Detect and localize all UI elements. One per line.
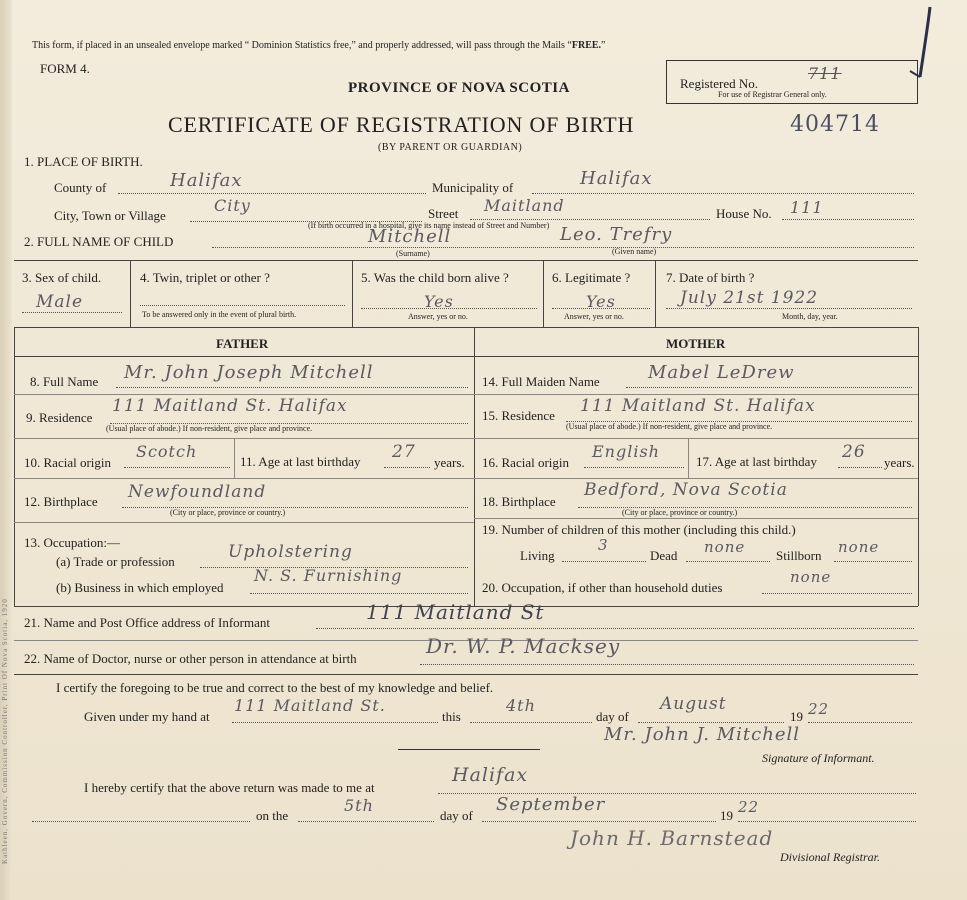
sex-label: 3. Sex of child. bbox=[22, 270, 102, 285]
municipality-line bbox=[532, 193, 914, 194]
divider-legit bbox=[655, 260, 656, 327]
mother-living-value: 3 bbox=[598, 536, 609, 554]
house-label: House No. bbox=[716, 206, 772, 221]
mother-birthplace-label: 18. Birthplace bbox=[482, 494, 556, 509]
municipality-label: Municipality of bbox=[432, 180, 514, 195]
county-label: County of bbox=[54, 180, 107, 195]
short-rule bbox=[398, 749, 540, 750]
county-value: Halifax bbox=[170, 170, 243, 191]
certificate-subtitle: (BY PARENT OR GUARDIAN) bbox=[378, 142, 523, 153]
dob-caption: Month, day, year. bbox=[782, 312, 838, 321]
registrar-day-line bbox=[298, 821, 434, 822]
father-racial-line bbox=[124, 467, 230, 468]
legit-value: Yes bbox=[586, 292, 616, 311]
child-given-value: Leo. Trefry bbox=[560, 224, 673, 245]
rule-mother-1 bbox=[474, 394, 918, 395]
mother-occupation-value: none bbox=[790, 568, 832, 586]
mother-age-line bbox=[838, 467, 882, 468]
mother-name-label: 14. Full Maiden Name bbox=[482, 374, 600, 389]
mother-name-line bbox=[626, 387, 912, 388]
right-border bbox=[918, 327, 919, 606]
mother-racial-line bbox=[584, 467, 684, 468]
divider-sex bbox=[130, 260, 131, 327]
given-day-value: 4th bbox=[506, 696, 536, 715]
father-heading: FATHER bbox=[216, 336, 269, 351]
street-line bbox=[470, 219, 710, 220]
certificate-number: 404714 bbox=[790, 112, 880, 137]
mother-occupation-line bbox=[762, 593, 912, 594]
mail-notice: This form, if placed in an unsealed envelope marked “ Dominion Statistics free,” and properly addressed, will pass through the Mails “FREE.” bbox=[32, 40, 606, 51]
twin-label: 4. Twin, triplet or other ? bbox=[140, 270, 270, 285]
twin-note: To be answered only in the event of plural birth. bbox=[142, 310, 297, 319]
city-label: City, Town or Village bbox=[54, 208, 166, 223]
father-business-value: N. S. Furnishing bbox=[254, 566, 403, 585]
alive-caption: Answer, yes or no. bbox=[408, 312, 468, 321]
certificate-title: CERTIFICATE OF REGISTRATION OF BIRTH bbox=[168, 112, 635, 137]
house-value: 111 bbox=[790, 198, 824, 217]
rule-mother-3 bbox=[474, 478, 918, 479]
registrar-lead-line bbox=[32, 821, 250, 822]
day-of-label: day of bbox=[596, 709, 629, 724]
father-age-value: 27 bbox=[392, 442, 416, 462]
mother-living-label: Living bbox=[520, 548, 555, 563]
rule-father-4 bbox=[14, 522, 474, 523]
registrar-month-line bbox=[482, 821, 716, 822]
divider-alive bbox=[543, 260, 544, 327]
child-surname-value: Mitchell bbox=[368, 226, 452, 247]
registrar-use-note: For use of Registrar General only. bbox=[718, 90, 827, 99]
registered-label: Registered No. bbox=[680, 76, 758, 91]
informant-address-line bbox=[316, 628, 914, 629]
rule-doctor bbox=[14, 674, 918, 675]
given-month-line bbox=[638, 722, 784, 723]
registrar-signature-caption: Divisional Registrar. bbox=[780, 850, 881, 864]
registrar-month-value: September bbox=[496, 794, 606, 815]
mother-racial-label: 16. Racial origin bbox=[482, 455, 570, 470]
registrar-day-of-label: day of bbox=[440, 808, 473, 823]
form-number: FORM 4. bbox=[40, 61, 90, 76]
father-residence-note: (Usual place of abode.) If non-resident, give place and province. bbox=[106, 424, 313, 433]
given-month-value: August bbox=[660, 694, 727, 714]
divider-twin bbox=[352, 260, 353, 327]
mother-residence-value: 111 Maitland St. Halifax bbox=[580, 396, 816, 416]
province-heading: PROVINCE OF NOVA SCOTIA bbox=[348, 80, 570, 96]
father-birthplace-note: (City or place, province or country.) bbox=[170, 508, 286, 517]
father-trade-label: (a) Trade or profession bbox=[56, 554, 175, 569]
rule-heading bbox=[14, 356, 918, 357]
rule-mother-2 bbox=[474, 438, 918, 439]
father-racial-value: Scotch bbox=[136, 442, 198, 461]
alive-line bbox=[361, 308, 537, 309]
rule-row3-top bbox=[14, 260, 918, 261]
given-under-label: Given under my hand at bbox=[84, 709, 210, 724]
mother-dead-value: none bbox=[704, 538, 746, 556]
mother-stillborn-label: Stillborn bbox=[776, 548, 822, 563]
legit-label: 6. Legitimate ? bbox=[552, 270, 631, 285]
mother-dead-line bbox=[686, 561, 770, 562]
mother-birthplace-value: Bedford, Nova Scotia bbox=[584, 480, 788, 500]
child-name-line bbox=[212, 247, 914, 248]
mother-stillborn-line bbox=[834, 561, 912, 562]
legit-caption: Answer, yes or no. bbox=[564, 312, 624, 321]
father-residence-label: 9. Residence bbox=[26, 410, 93, 425]
doctor-value: Dr. W. P. Macksey bbox=[426, 634, 621, 658]
father-residence-value: 111 Maitland St. Halifax bbox=[112, 396, 348, 416]
informant-signature-caption: Signature of Informant. bbox=[762, 751, 875, 765]
mother-stillborn-value: none bbox=[838, 538, 880, 556]
legit-line bbox=[552, 308, 650, 309]
mother-living-line bbox=[562, 561, 646, 562]
informant-address-value: 111 Maitland St bbox=[366, 600, 545, 624]
mother-heading: MOTHER bbox=[666, 336, 726, 351]
ink-check-mark bbox=[900, 5, 940, 85]
street-value: Maitland bbox=[484, 196, 565, 215]
registrar-year-prefix: 19 bbox=[720, 808, 733, 823]
parents-divider bbox=[474, 327, 475, 606]
father-years: years. bbox=[434, 455, 465, 470]
dob-label: 7. Date of birth ? bbox=[666, 270, 755, 285]
child-name-label: 2. FULL NAME OF CHILD bbox=[24, 234, 174, 249]
father-birthplace-label: 12. Birthplace bbox=[24, 494, 98, 509]
father-name-label: 8. Full Name bbox=[30, 374, 99, 389]
county-line bbox=[118, 193, 426, 194]
dob-value: July 21st 1922 bbox=[680, 288, 819, 308]
rule-father-2 bbox=[14, 438, 474, 439]
rule-father-3 bbox=[14, 478, 474, 479]
father-racial-label: 10. Racial origin bbox=[24, 455, 112, 470]
doctor-label: 22. Name of Doctor, nurse or other person in attendance at birth bbox=[24, 651, 357, 666]
surname-caption: (Surname) bbox=[396, 249, 430, 258]
rule-row3-bottom bbox=[14, 327, 918, 328]
informant-address-label: 21. Name and Post Office address of Informant bbox=[24, 615, 270, 630]
house-line bbox=[782, 219, 914, 220]
on-the-label: on the bbox=[256, 808, 289, 823]
twin-line bbox=[140, 305, 345, 306]
mother-age-label: 17. Age at last birthday bbox=[696, 454, 817, 469]
alive-value: Yes bbox=[424, 292, 454, 311]
mother-birthplace-note: (City or place, province or country.) bbox=[622, 508, 738, 517]
rule-father-1 bbox=[14, 394, 474, 395]
given-year-value: 22 bbox=[808, 700, 830, 718]
mother-residence-note: (Usual place of abode.) If non-resident, give place and province. bbox=[566, 422, 773, 431]
father-trade-value: Upholstering bbox=[228, 542, 353, 562]
doctor-line bbox=[420, 664, 914, 665]
mother-children-label: 19. Number of children of this mother (including this child.) bbox=[482, 522, 796, 537]
divider-father-age bbox=[234, 438, 235, 478]
registered-number: 711 bbox=[808, 64, 842, 83]
mother-residence-label: 15. Residence bbox=[482, 408, 555, 423]
given-name-caption: (Given name) bbox=[612, 247, 657, 256]
dob-line bbox=[666, 308, 912, 309]
informant-certify-text: I certify the foregoing to be true and correct to the best of my knowledge and belief. bbox=[56, 680, 494, 695]
registrar-certify-text: I hereby certify that the above return was made to me at bbox=[84, 780, 375, 795]
father-birthplace-value: Newfoundland bbox=[128, 482, 267, 502]
sex-value: Male bbox=[36, 292, 84, 312]
father-age-label: 11. Age at last birthday bbox=[240, 454, 361, 469]
mother-age-value: 26 bbox=[842, 442, 866, 462]
registrar-signature: John H. Barnstead bbox=[570, 826, 774, 850]
divider-mother-age bbox=[688, 438, 689, 478]
left-border bbox=[14, 327, 15, 606]
informant-signature: Mr. John J. Mitchell bbox=[604, 724, 800, 745]
alive-label: 5. Was the child born alive ? bbox=[361, 270, 509, 285]
street-note: (If birth occurred in a hospital, give its name instead of Street and Number) bbox=[308, 221, 550, 230]
registrar-year-value: 22 bbox=[738, 798, 760, 816]
father-age-line bbox=[384, 467, 430, 468]
sex-line bbox=[22, 312, 122, 313]
father-business-label: (b) Business in which employed bbox=[56, 580, 224, 595]
municipality-value: Halifax bbox=[580, 168, 653, 189]
father-business-line bbox=[250, 593, 468, 594]
mother-name-value: Mabel LeDrew bbox=[648, 362, 795, 383]
rule-mother-4 bbox=[474, 518, 918, 519]
given-day-line bbox=[470, 722, 592, 723]
given-place-value: 111 Maitland St. bbox=[234, 696, 386, 715]
father-name-value: Mr. John Joseph Mitchell bbox=[124, 362, 374, 383]
given-year-line bbox=[808, 722, 912, 723]
margin-print-line: Kathleen, Govern, Commission Controller, Print Of Nova Scotia, 1920 bbox=[1, 598, 9, 864]
registrar-place-value: Halifax bbox=[452, 764, 529, 786]
mother-racial-value: English bbox=[592, 442, 660, 461]
father-name-line bbox=[116, 387, 468, 388]
mother-occupation-label: 20. Occupation, if other than household duties bbox=[482, 580, 723, 595]
registrar-year-line bbox=[738, 821, 916, 822]
place-of-birth-label: 1. PLACE OF BIRTH. bbox=[24, 154, 143, 169]
given-place-line bbox=[232, 722, 438, 723]
given-year-prefix: 19 bbox=[790, 709, 803, 724]
street-label: Street bbox=[428, 206, 459, 221]
mother-years: years. bbox=[884, 455, 915, 470]
this-label: this bbox=[442, 709, 461, 724]
mother-dead-label: Dead bbox=[650, 548, 678, 563]
registrar-day-value: 5th bbox=[344, 796, 374, 815]
city-value: City bbox=[214, 196, 251, 215]
father-occupation-label: 13. Occupation:— bbox=[24, 535, 121, 550]
